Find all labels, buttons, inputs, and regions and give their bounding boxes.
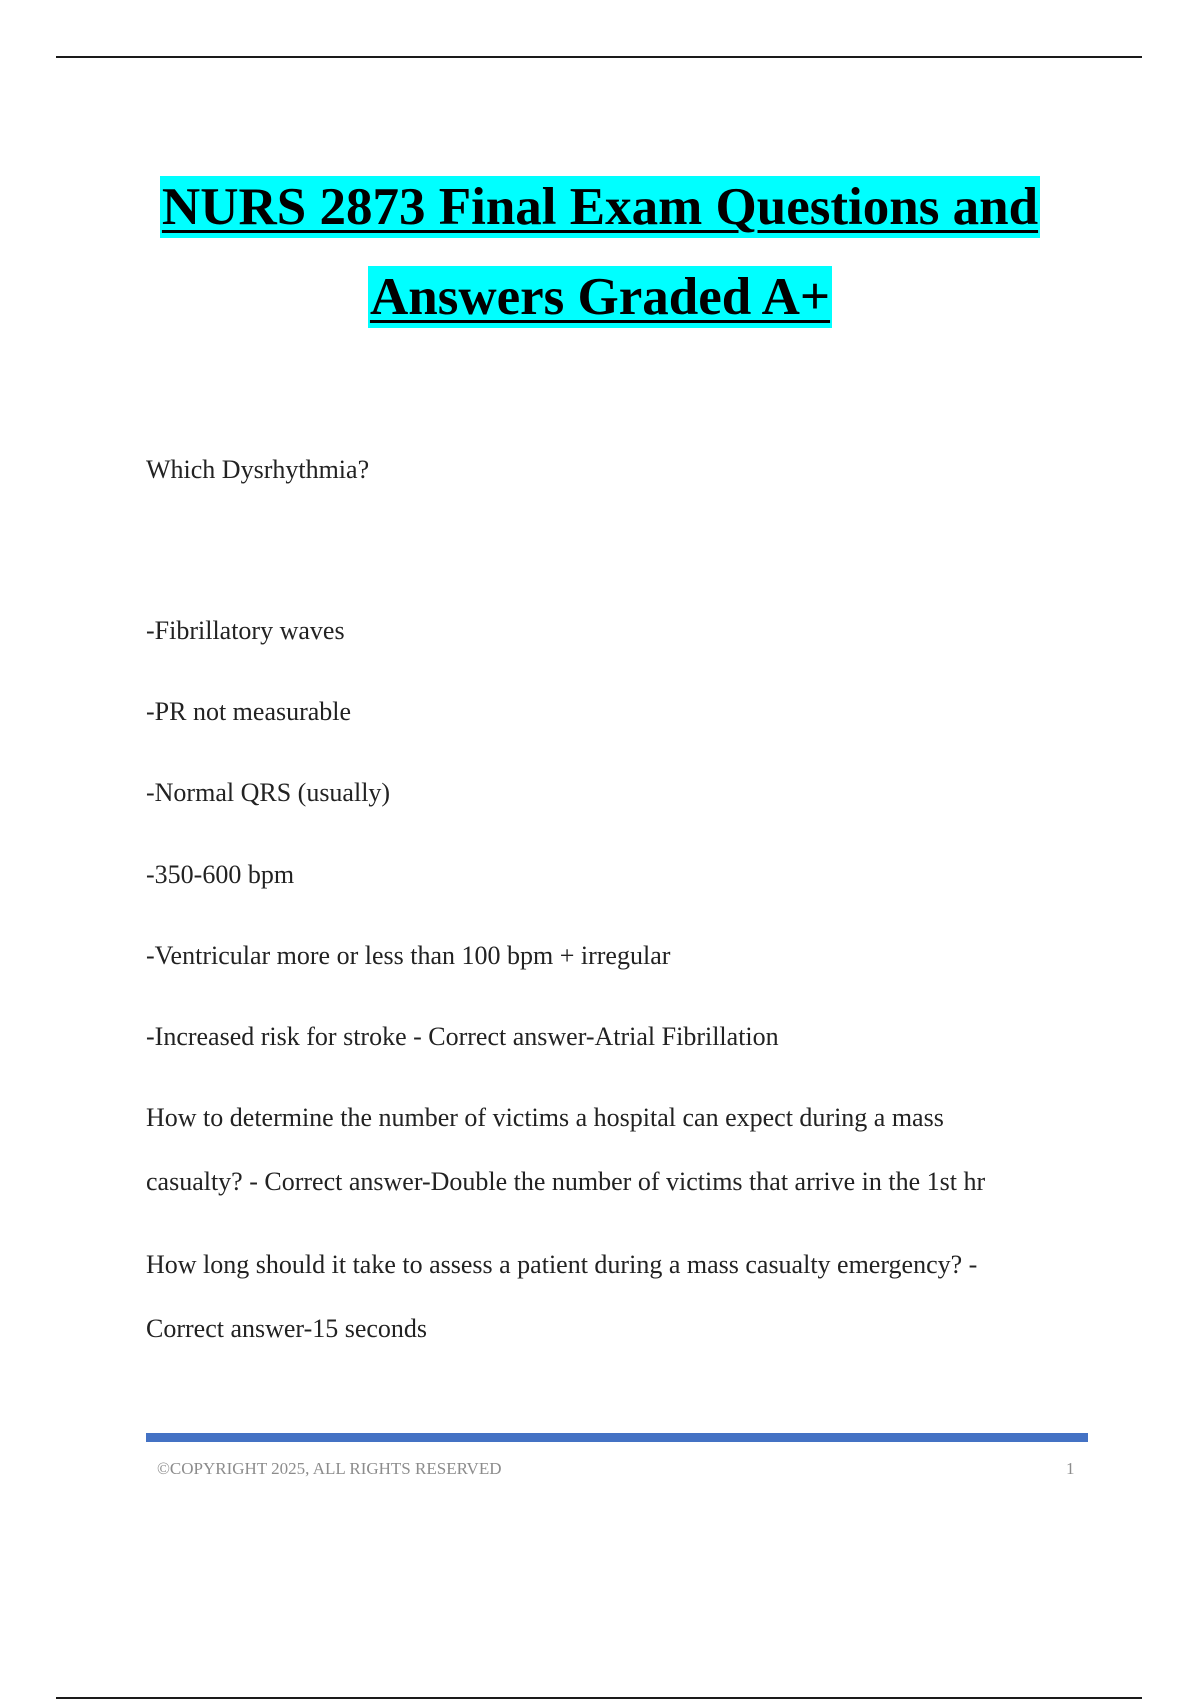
footer-rule (146, 1433, 1088, 1442)
document-title (0, 176, 1200, 328)
list-item: -PR not measurable (146, 697, 352, 726)
title-line-2: Answers Graded A+ (369, 268, 831, 326)
question-text: casualty? - Correct answer-Double the number of victims that arrive in the 1st hr (146, 1167, 986, 1196)
title-line-1: NURS 2873 Final Exam Questions and (161, 178, 1039, 236)
question-text: Which Dysrhythmia? (146, 455, 370, 484)
page-bottom-border (56, 1697, 1142, 1699)
question-text: How to determine the number of victims a hospital can expect during a mass (146, 1103, 944, 1132)
list-item: -350-600 bpm (146, 860, 295, 889)
list-item: -Fibrillatory waves (146, 616, 345, 645)
list-item: -Normal QRS (usually) (146, 778, 391, 807)
list-item: -Ventricular more or less than 100 bpm + irregular (146, 941, 671, 970)
question-text: Correct answer-15 seconds (146, 1314, 428, 1343)
list-item: -Increased risk for stroke - Correct answer-Atrial Fibrillation (146, 1022, 779, 1051)
question-text: How long should it take to assess a patient during a mass casualty emergency? - (146, 1250, 978, 1279)
footer-copyright: ©COPYRIGHT 2025, ALL RIGHTS RESERVED (157, 1459, 502, 1478)
footer-page-number: 1 (1066, 1459, 1075, 1478)
page-top-border (56, 56, 1142, 58)
